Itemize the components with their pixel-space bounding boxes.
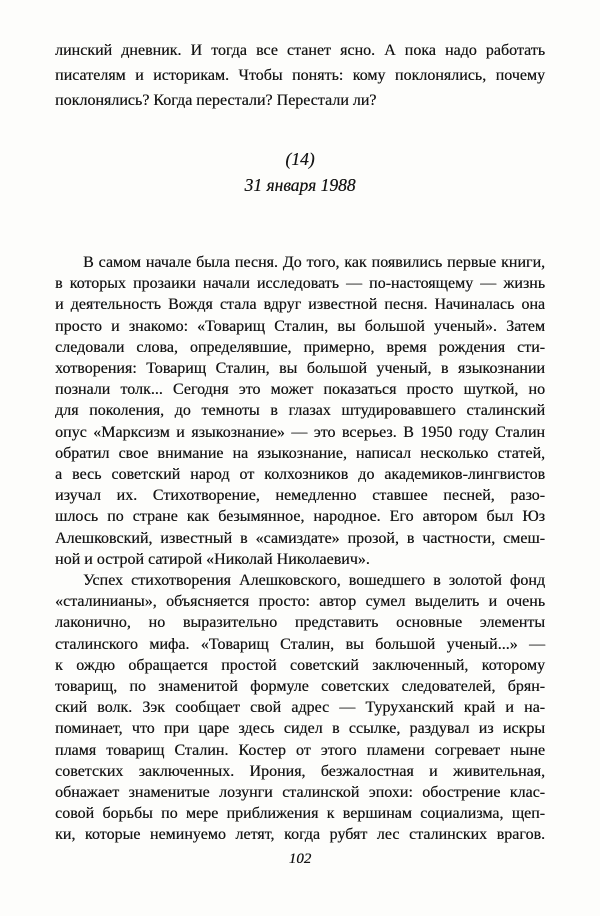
page-number: 102 xyxy=(288,851,312,867)
text-line: линский дневник. И тогда все станет ясно. А пока надо работать xyxy=(55,42,545,59)
section-number: (14) xyxy=(285,149,315,169)
text-line: пламя товарищ Сталин. Костер от этого пламени согревает ныне xyxy=(55,741,545,759)
text-line: писателям и историкам. Чтобы понять: кому поклонялись, почему xyxy=(55,67,545,84)
text-line: в которых прозаики начали исследовать — по-настоящему — жизнь xyxy=(55,275,545,293)
text-line: следовали слова, определявшие, примерно, время рождения сти- xyxy=(55,338,545,356)
text-line: а весь советский народ от колхозников до академиков-лингвистов xyxy=(55,466,545,484)
paragraph xyxy=(55,570,545,846)
paragraph xyxy=(55,252,545,570)
text-line: совой борьбы по мере приближения к вершинам социализма, щеп- xyxy=(55,805,545,823)
text-line: изучал их. Стихотворение, немедленно ставшее песней, разо- xyxy=(55,487,545,505)
text-line: хотворения: Товарищ Сталин, вы большой ученый, в языкознании xyxy=(55,360,545,378)
text-line: сталинского мифа. «Товарищ Сталин, вы большой ученый...» — xyxy=(55,635,545,653)
text-line: к ождю обращается простой советский заключенный, которому xyxy=(55,656,545,674)
text-line: обратил свое внимание на языкознание, написал несколько статей, xyxy=(55,444,545,462)
text-line: ной и острой сатирой «Николай Николаевич». xyxy=(55,550,370,568)
text-line: познали толк... Сегодня это может показаться просто шуткой, но xyxy=(55,381,545,399)
text-line: и деятельность Вождя стала вдруг известной песня. Начиналась она xyxy=(55,296,545,314)
text-line: поклонялись? Когда перестали? Перестали ли? xyxy=(55,92,377,109)
text-line: для поколения, до темноты в глазах штудировавшего сталинский xyxy=(55,402,545,420)
text-line: поминает, что при царе здесь сидел в ссылке, раздувал из искры xyxy=(55,720,545,738)
intro-paragraph xyxy=(55,38,545,113)
section-heading xyxy=(0,146,600,198)
text-line: Алешковский, известный в «самиздате» прозой, в частности, смеш- xyxy=(55,529,545,547)
section-date: 31 января 1988 xyxy=(244,175,356,195)
text-line: лаконично, но выразительно представить основные элементы xyxy=(55,614,545,632)
text-line: опус «Марксизм и языкознание» — это всерьез. В 1950 году Сталин xyxy=(55,423,545,441)
text-line: шлось по стране как безымянное, народное. Его автором был Юз xyxy=(55,508,545,526)
body-paragraphs xyxy=(55,252,545,846)
text-line: обнажает знаменитые лозунги сталинской эпохи: обострение клас- xyxy=(55,784,545,802)
text-line: товарищ, по знаменитой формуле советских следователей, брян- xyxy=(55,678,545,696)
text-line: ский волк. Зэк сообщает свой адрес — Туруханский край и на- xyxy=(55,699,545,717)
text-line: советских заключенных. Ирония, безжалостная и живительная, xyxy=(55,762,545,780)
text-line: просто и знакомо: «Товарищ Сталин, вы большой ученый». Затем xyxy=(55,317,545,335)
text-line: «сталинианы», объясняется просто: автор сумел выделить и очень xyxy=(55,593,545,611)
text-line: ки, которые неминуемо летят, когда рубят лес сталинских врагов. xyxy=(55,826,545,844)
text-line: В самом начале была песня. До того, как появились первые книги, xyxy=(83,254,545,271)
text-line: Успех стихотворения Алешковского, вошедшего в золотой фонд xyxy=(83,572,545,590)
